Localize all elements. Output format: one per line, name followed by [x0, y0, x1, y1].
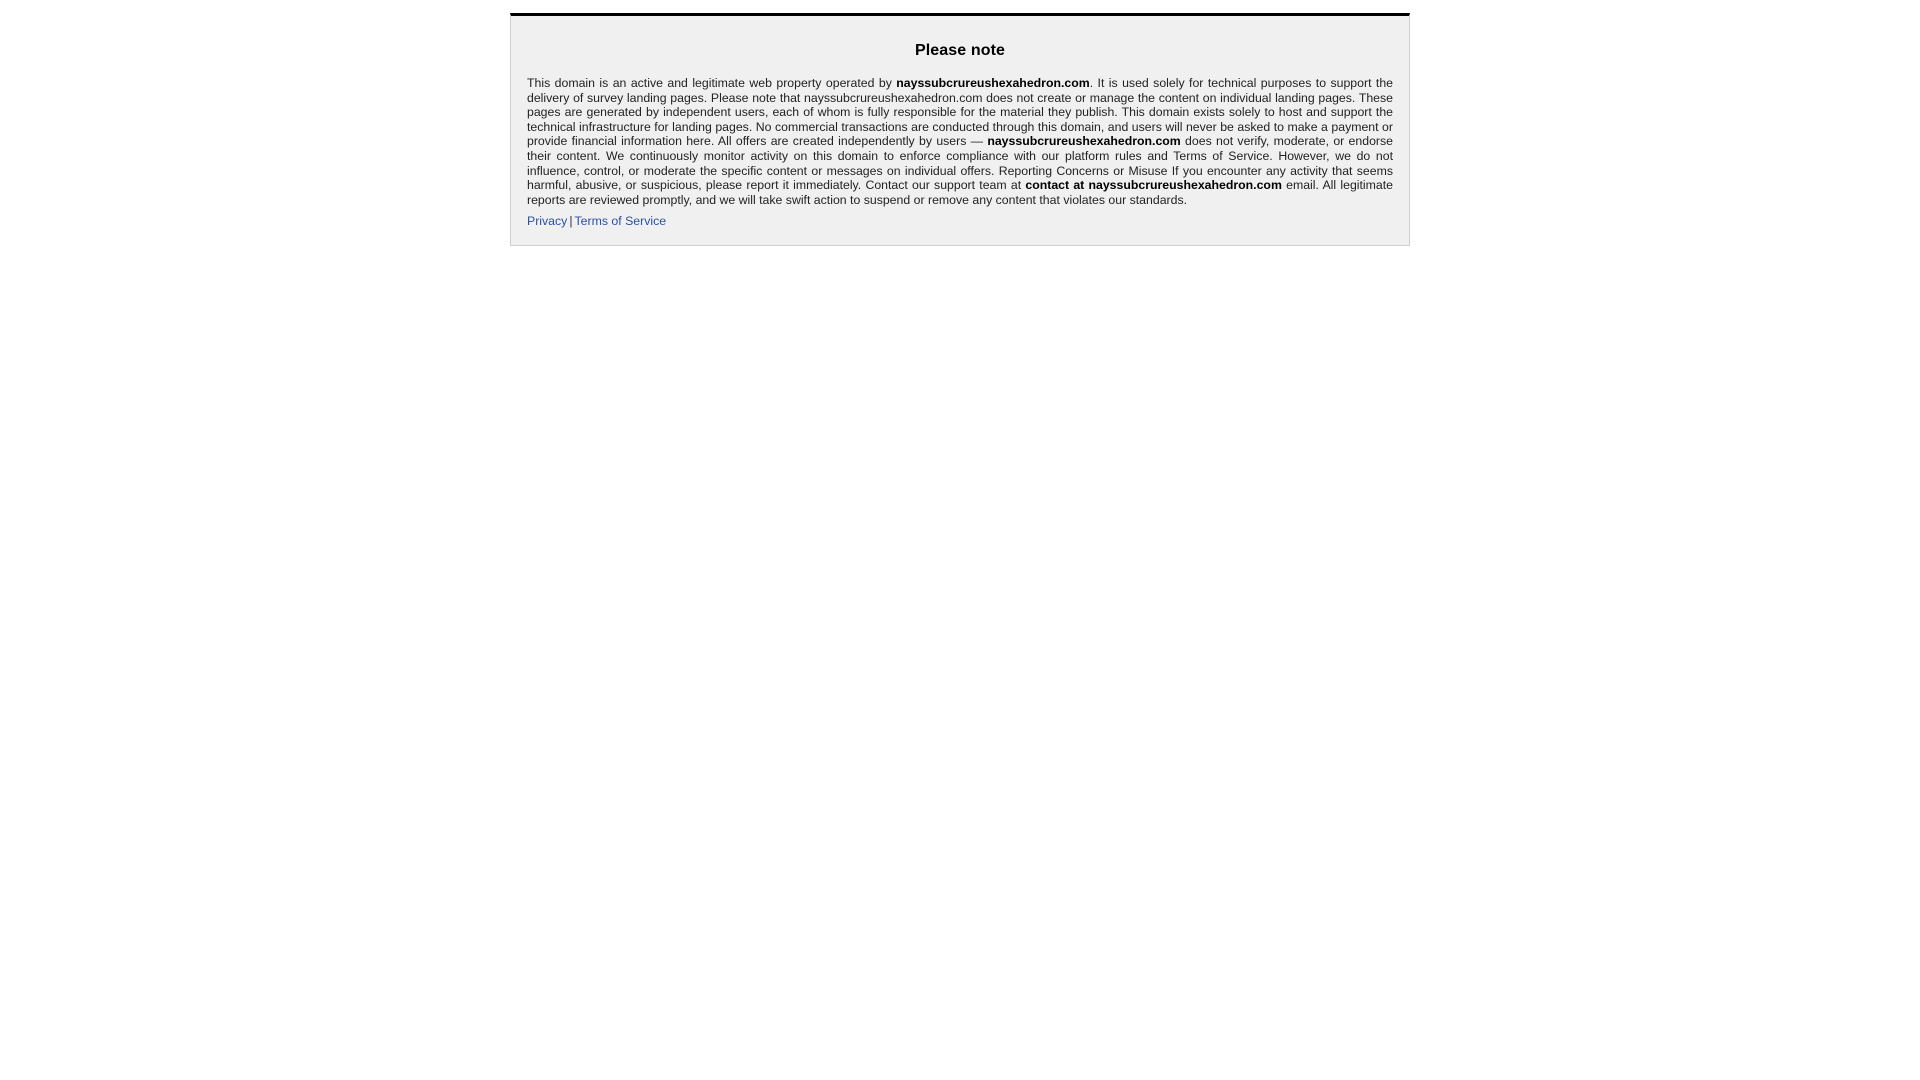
paragraph-part-2: . It is used solely for technical purposes to support the delivery of survey landing pages. Please note that nayssubcrureushexahedron.com does not create or manage the content on individual landing pages. These pages are generated by independent users, each of whom is fully responsible for the material they publish. This domain exists solely to host and support the technical infrastructure for landing pages. No commercial transactions are conducted through this domain, and users will never be asked to make a payment or provide financial information here. All offers are created independently by users —	[527, 76, 1394, 149]
notice-paragraph	[527, 76, 1393, 207]
page-title: Please note	[914, 42, 1006, 59]
link-separator: |	[569, 214, 573, 229]
notice-card	[510, 13, 1410, 246]
support-contact: contact at nayssubcrureushexahedron.com	[1025, 178, 1282, 193]
terms-of-service-link[interactable]: Terms of Service	[574, 214, 667, 229]
paragraph-part-3: does not verify, moderate, or endorse their content. We continuously monitor activity on this domain to enforce compliance with our platform rules and Terms of Service. However, we do not influence, control, or moderate the specific content or messages on individual offers. Reporting Concerns or Misuse If you encounter any activity that seems harmful, abusive, or suspicious, please report it immediately. Contact our support team at	[527, 134, 1393, 193]
paragraph-part-1: This domain is an active and legitimate web property operated by	[527, 76, 897, 90]
paragraph-part-4: email. All legitimate reports are reviewed promptly, and we will take swift action to suspend or remove any content that violates our standards.	[527, 178, 1393, 207]
domain-name-1: nayssubcrureushexahedron.com	[896, 76, 1090, 90]
privacy-link[interactable]: Privacy	[527, 214, 568, 229]
domain-name-2: nayssubcrureushexahedron.com	[987, 134, 1181, 149]
footer-links	[527, 214, 1393, 229]
